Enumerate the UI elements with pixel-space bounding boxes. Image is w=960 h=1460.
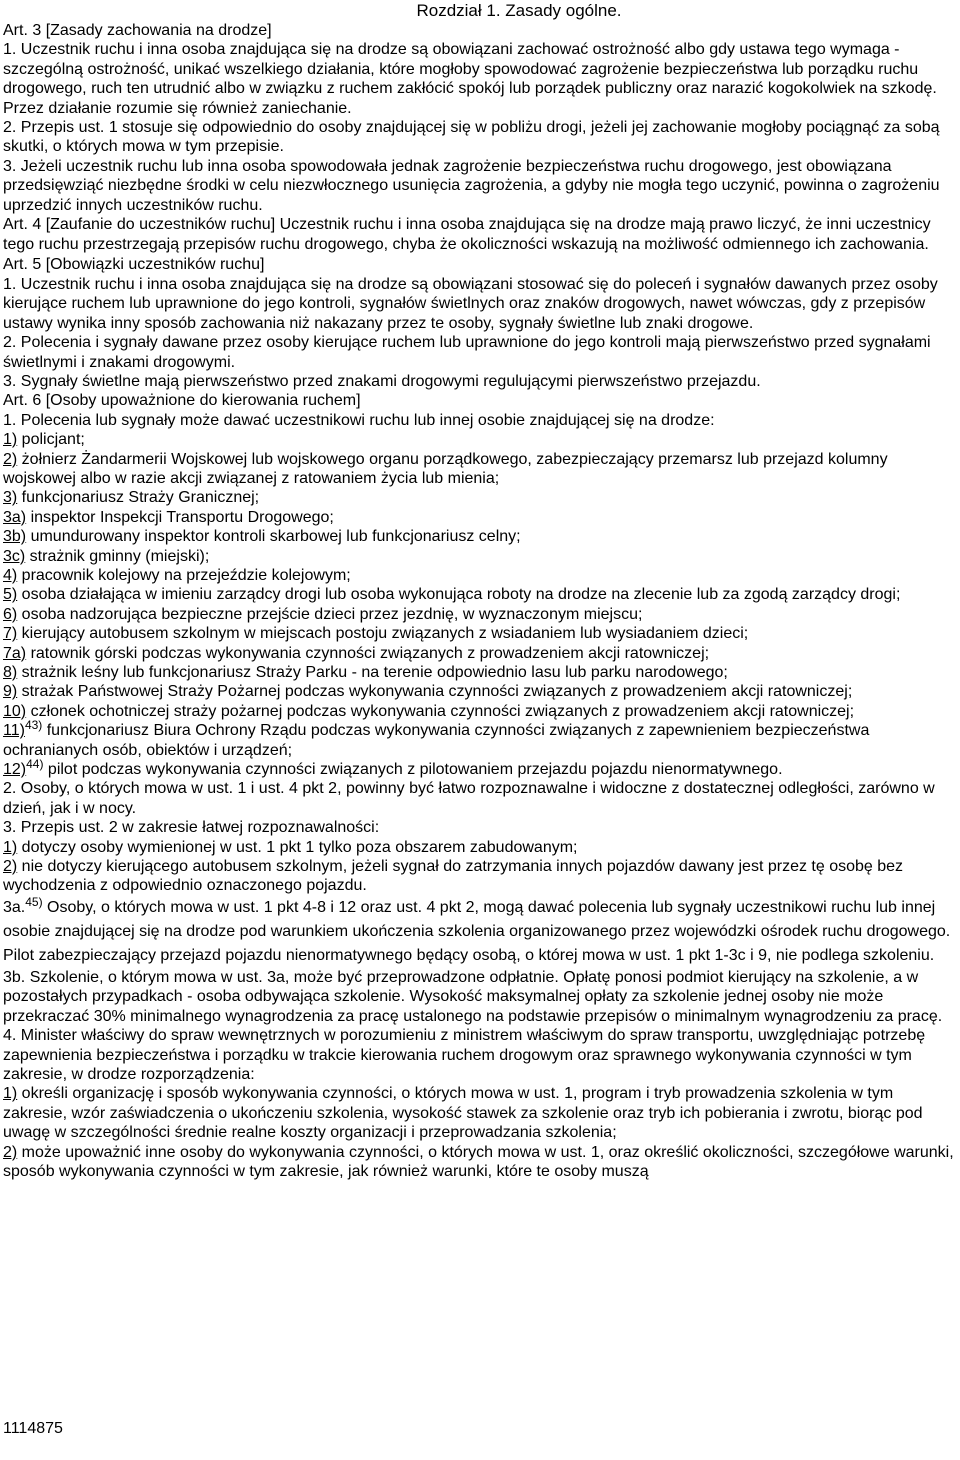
art6-list-item-text: strażak Państwowej Straży Pożarnej podczas wykonywania czynności związanych z prowadzeniem akcji ratowniczej; (17, 683, 853, 701)
art6-list-item-text: funkcjonariusz Biura Ochrony Rządu podczas wykonywania czynności związanych z zapewnieniem bezpieczeństwa ochranianych osób, obiektów i urządzeń; (3, 722, 870, 759)
art6-paragraph-2: 2. Osoby, o których mowa w ust. 1 i ust. 4 pkt 2, powinny być łatwo rozpoznawalne i widoczne z dostatecznej odległości, zarówno w dzień, jak i w nocy. (3, 780, 935, 817)
art6-p4-item-text: może upoważnić inne osoby do wykonywania czynności, o których mowa w ust. 1, oraz określić okoliczności, szczegółowe warunki, sposób wykonywania czynności w tym zakresie, jak również warunki, które te osoby muszą (3, 1143, 954, 1180)
art6-heading (3, 391, 955, 410)
art5-title: [Obowiązki uczestników ruchu] (45, 256, 265, 274)
art6-list-item-text: członek ochotniczej straży pożarnej podczas wykonywania czynności związanych z prowadzeniem akcji ratowniczej; (26, 702, 855, 720)
art5-paragraph-1: 1. Uczestnik ruchu i inna osoba znajdująca się na drodze są obowiązani stosować się do poleceń i sygnałów dawanych przez osoby kierujące ruchem lub uprawnione do jego kontroli, sygnałów świetlnych oraz znaków drogowych, nawet wówczas, gdy z przepisów ustawy wynika inny sposób zachowania niż nakazany przez te osoby, sygnały świetlne lub znaki drogowe. (3, 275, 938, 332)
art6-list-item-number: 5) (3, 586, 18, 604)
footnote-ref: 44) (26, 757, 44, 772)
art6-list-item (3, 585, 955, 604)
art6-list-item (3, 450, 955, 489)
art6-list-item-text: osoba działająca w imieniu zarządcy drogi lub osoba wykonująca roboty na drodze na zlecenie lub za zgodą zarządcy drogi; (17, 586, 901, 604)
art6-paragraph-1-intro: 1. Polecenia lub sygnały może dawać uczestnikowi ruchu lub innej osobie znajdującej się na drodze: (3, 411, 715, 429)
art6-list-item-text: inspektor Inspekcji Transportu Drogowego; (26, 508, 334, 526)
art6-list-item-text: funkcjonariusz Straży Granicznej; (17, 489, 260, 507)
art6-list-item (3, 430, 955, 449)
art6-p3-item (3, 857, 955, 896)
art6-list-item (3, 702, 955, 721)
art4-text: Uczestnik ruchu i inna osoba znajdująca się na drodze mają prawo liczyć, że inni uczestnicy tego ruchu przestrzegają przepisów ruchu drogowego, chyba że okoliczności wskazują na możliwość odmiennego ich zachowania. (3, 216, 931, 254)
art6-list-item (3, 547, 955, 566)
art6-list-item-text: osoba nadzorująca bezpieczne przejście dzieci przez jezdnię, w wyznaczonym miejscu; (17, 605, 643, 623)
art3-paragraph-1: 1. Uczestnik ruchu i inna osoba znajdująca się na drodze są obowiązani zachować ostrożność albo gdy ustawa tego wymaga - szczególną ostrożność, unikać wszelkiego działania, które mogłoby spowodować zagrożenie bezpieczeństwa lub porządku ruchu drogowego, ruch ten utrudnić albo w związku z ruchem zakłócić spokój lub porządek publiczny oraz narazić kogokolwiek na szkodę. Przez działanie rozumie się również zaniechanie. (3, 41, 937, 117)
art6-list-item (3, 757, 955, 779)
art6-list-item-number: 3c) (3, 547, 26, 565)
art6-list-item (3, 488, 955, 507)
art3-paragraph-2: 2. Przepis ust. 1 stosuje się odpowiednio do osoby znajdującej się w pobliżu drogi, jeżeli jej zachowanie mogłoby pociągnąć za sobą skutki, o których mowa w tym przepisie. (3, 119, 940, 156)
art6-list-item-number: 3b) (3, 528, 27, 546)
art6-paragraph-3a-text: Osoby, o których mowa w ust. 1 pkt 4-8 i 12 oraz ust. 4 pkt 2, mogą dawać polecenia lub sygnały uczestnikowi ruchu lub innej osobie znajdującej się na drodze pod warunkiem ukończenia szkolenia organizowanego przez wojewódzki ośrodek ruchu drogowego. Pilot zabezpieczający przejazd pojazdu nienormatywnego będący osobą, o której mowa w ust. 1 pkt 1-3c i 9, nie podlega szkoleniu. (3, 898, 951, 964)
art6-p3-item-number: 1) (3, 838, 18, 856)
art6-list-item-text: strażnik leśny lub funkcjonariusz Straży Parku - na terenie odpowiednio lasu lub parku narodowego; (17, 664, 728, 681)
art4-title: [Zaufanie do uczestników ruchu] (45, 216, 276, 234)
art6-p3-item-number: 2) (3, 858, 18, 876)
art6-p3-item-text: nie dotyczy kierującego autobusem szkolnym, jeżeli sygnał do zatrzymania innych pojazdów dawany jest przez tę osobę bez wychodzenia z odpowiednio oznaczonego pojazdu. (3, 858, 904, 895)
art6-p4-item-number: 2) (3, 1143, 18, 1161)
art5-paragraph-3: 3. Sygnały świetlne mają pierwszeństwo przed znakami drogowymi regulującymi pierwszeństwo przejazdu. (3, 372, 761, 390)
art3-number: Art. 3 (3, 22, 42, 39)
art6-title: [Osoby upoważnione do kierowania ruchem] (45, 392, 361, 410)
art6-list-item (3, 508, 955, 527)
art6-list-item-number: 11) (3, 722, 25, 740)
art5-paragraph-2: 2. Polecenia i sygnały dawane przez osoby kierujące ruchem lub uprawnione do jego kontroli mają pierwszeństwo przed sygnałami świetlnymi i znakami drogowymi. (3, 334, 931, 371)
art6-list-item-number: 8) (3, 664, 18, 681)
art6-list-item-text: strażnik gminny (miejski); (25, 547, 210, 565)
art6-list-item-number: 10) (3, 702, 27, 720)
art6-list-item (3, 566, 955, 585)
art6-p4-item-text: określi organizację i sposób wykonywania czynności, o których mowa w ust. 1, program i tryb prowadzenia szkolenia w tym zakresie, wzór zaświadczenia o ukończeniu szkolenia, wysokość stawek za szkolenie oraz tryb ich pobierania i zwrotu, biorąc pod uwagę w szczególności średnie realne koszty organizacji i przeprowadzania szkolenia; (3, 1085, 923, 1142)
art6-list-item-number: 4) (3, 566, 18, 584)
footer-document-id: 1114875 (3, 1420, 63, 1437)
document-page (3, 0, 955, 1181)
art6-paragraph-4-list (3, 1084, 955, 1181)
art5-heading (3, 255, 955, 274)
art6-list-item-number: 12) (3, 761, 27, 779)
art6-p4-item (3, 1084, 955, 1142)
art6-paragraph-3-list (3, 838, 955, 896)
art6-list-item-text: umundurowany inspektor kontroli skarbowej lub funkcjonariusz celny; (26, 528, 521, 546)
art6-list-item (3, 682, 955, 701)
art3-title: [Zasady zachowania na drodze] (45, 22, 272, 39)
art6-p4-item-number: 1) (3, 1085, 18, 1103)
art6-list-item (3, 624, 955, 643)
art6-list-item-text: policjant; (17, 431, 85, 449)
art6-p3-item (3, 838, 955, 857)
art6-list-item-number: 9) (3, 683, 18, 701)
art6-list-item (3, 605, 955, 624)
art6-list-item-text: pracownik kolejowy na przejeździe kolejowym; (17, 566, 351, 584)
art4-number: Art. 4 (3, 216, 42, 234)
art6-paragraph-3a-lead: 3a. (3, 898, 26, 916)
chapter-title: Rozdział 1. Zasady ogólne. (416, 1, 622, 20)
art6-list-item-number: 2) (3, 450, 18, 468)
art6-list-item-number: 7) (3, 625, 18, 643)
art6-list-item (3, 644, 955, 663)
art6-paragraph-3a (3, 896, 955, 968)
art6-paragraph-3b: 3b. Szkolenie, o którym mowa w ust. 3a, może być przeprowadzone odpłatnie. Opłatę ponosi podmiot kierujący na szkolenie, a w pozostałych przypadkach - osoba odbywająca szkolenie. Wysokość maksymalnej opłaty za szkolenie jednej osoby nie może przekraczać 30% minimalnego wynagrodzenia za pracę ustalonego na podstawie przepisów o minimalnym wynagrodzeniu za pracę. (3, 968, 943, 1025)
art6-list-item-number: 3a) (3, 508, 27, 526)
art6-item-list (3, 430, 955, 779)
art6-p3-item-text: dotyczy osoby wymienionej w ust. 1 pkt 1 tylko poza obszarem zabudowanym; (17, 838, 578, 856)
art6-number: Art. 6 (3, 392, 42, 410)
art6-list-item-number: 3) (3, 489, 18, 507)
art4-paragraph (3, 215, 955, 255)
footnote-ref-45: 45) (25, 894, 43, 909)
art6-list-item (3, 663, 955, 682)
art6-p4-item (3, 1143, 955, 1182)
art3-heading (3, 21, 955, 40)
art6-list-item (3, 718, 955, 760)
art6-list-item-number: 6) (3, 605, 18, 623)
art6-paragraph-3-intro: 3. Przepis ust. 2 w zakresie łatwej rozpoznawalności: (3, 819, 380, 837)
art6-list-item-text: pilot podczas wykonywania czynności związanych z pilotowaniem przejazdu pojazdu nienormatywnego. (43, 761, 783, 779)
art3-paragraph-3: 3. Jeżeli uczestnik ruchu lub inna osoba spowodowała jednak zagrożenie bezpieczeństwa ruchu drogowego, jest obowiązana przedsięwziąć niezbędne środki w celu niezwłocznego usunięcia zagrożenia, a gdyby nie mogła tego uczynić, powinna o zagrożeniu uprzedzić innych uczestników ruchu. (3, 157, 940, 214)
art6-list-item (3, 527, 955, 546)
art5-number: Art. 5 (3, 256, 42, 274)
art6-list-item-number: 7a) (3, 644, 27, 662)
art6-list-item-number: 1) (3, 431, 18, 449)
footnote-ref: 43) (24, 718, 43, 733)
art6-list-item-text: żołnierz Żandarmerii Wojskowej lub wojskowego organu porządkowego, zabezpieczający przemarsz lub przejazd kolumny wojskowej albo w razie akcji związanej z ratowaniem życia lub mienia; (3, 450, 888, 487)
art6-list-item-text: ratownik górski podczas wykonywania czynności związanych z prowadzeniem akcji ratowniczej; (26, 644, 710, 662)
art6-paragraph-4-intro: 4. Minister właściwy do spraw wewnętrznych w porozumieniu z ministrem właściwym do spraw transportu, uwzględniając potrzebę zapewnienia bezpieczeństwa i porządku w trakcie kierowania ruchem drogowym oraz sprawnego wykonywania czynności w tym zakresie, w drodze rozporządzenia: (3, 1027, 926, 1083)
art6-list-item-text: kierujący autobusem szkolnym w miejscach postoju związanych z wsiadaniem lub wysiadaniem dzieci; (17, 625, 749, 643)
